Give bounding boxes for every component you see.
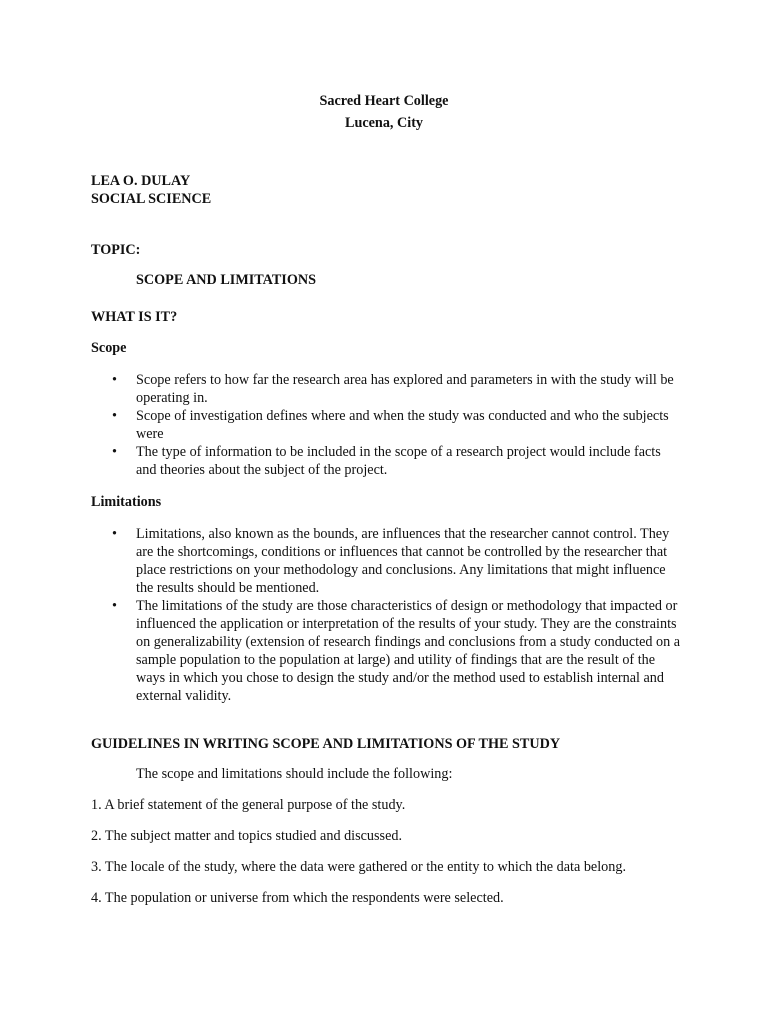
guideline-item: 1. A brief statement of the general purpose of the study. [91,797,406,813]
scope-heading: Scope [91,340,127,356]
scope-bullet-item [112,407,682,443]
guideline-item: 2. The subject matter and topics studied and discussed. [91,828,403,844]
bullet-icon: • [112,372,117,388]
limitations-heading: Limitations [91,494,162,510]
topic-label: TOPIC: [91,242,141,258]
guideline-item: 4. The population or universe from which the respondents were selected. [91,890,504,906]
bullet-icon: • [112,444,117,460]
scope-bullet-text: Scope refers to how far the research area has explored and parameters in with the study will be operating in. [136,372,674,406]
scope-bullet-item [112,443,682,479]
scope-bullet-item [112,371,682,407]
guidelines-intro: The scope and limitations should include the following: [136,766,453,782]
limitations-bullet-list [112,525,682,705]
institution-name: Sacred Heart College [319,93,449,109]
bullet-icon: • [112,526,117,542]
institution-location: Lucena, City [344,115,424,131]
limitations-bullet-text: The limitations of the study are those characteristics of design or methodology that impacted or influenced the application or interpretation of the results of your study. They are the constraints on generalizability (extension of research findings and conclusions from a study conducted on a sample population to the population at large) and utility of findings that are the result of the ways in which you chose to design the study and/or the method used to establish internal and external validity. [136,598,681,704]
author-name: LEA O. DULAY [91,173,191,189]
scope-bullet-text: The type of information to be included in the scope of a research project would include facts and theories about the subject of the project. [136,444,661,478]
topic-title: SCOPE AND LIMITATIONS [136,272,317,288]
author-department: SOCIAL SCIENCE [91,191,212,207]
bullet-icon: • [112,408,117,424]
limitations-bullet-item [112,525,682,597]
limitations-bullet-item [112,597,682,705]
guideline-item: 3. The locale of the study, where the data were gathered or the entity to which the data belong. [91,859,626,875]
what-is-it-heading: WHAT IS IT? [91,309,178,325]
limitations-bullet-text: Limitations, also known as the bounds, are influences that the researcher cannot control. They are the shortcomings, conditions or influences that cannot be controlled by the researcher that place restrictions on your methodology and conclusions. Any limitations that might influence the results should be mentioned. [136,526,670,596]
scope-bullet-list [112,371,682,479]
guidelines-heading: GUIDELINES IN WRITING SCOPE AND LIMITATIONS OF THE STUDY [91,736,561,752]
scope-bullet-text: Scope of investigation defines where and when the study was conducted and who the subjects were [136,408,669,442]
bullet-icon: • [112,598,117,614]
